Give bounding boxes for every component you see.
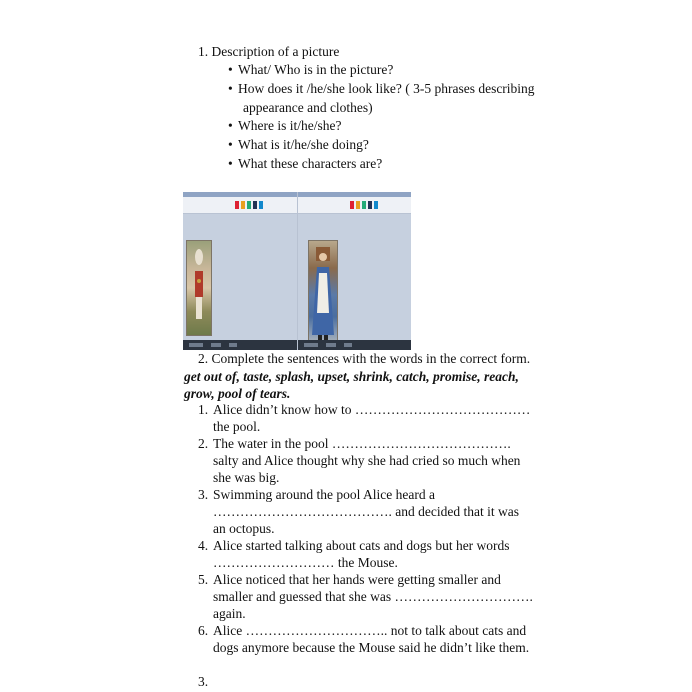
item-number: 5. — [198, 572, 209, 587]
item-number: 3. — [198, 487, 209, 502]
sentence-line: the pool. — [213, 419, 261, 434]
section-3-heading: 3. — [198, 674, 209, 689]
paint-window-right — [297, 192, 411, 350]
alice-illustration — [308, 240, 338, 350]
paint-window-left — [183, 192, 297, 350]
word-bank-line-1: get out of, taste, splash, upset, shrink, catch, promise, reach, — [184, 369, 519, 384]
sentence-line: Alice ………………………….. not to talk about cats and — [213, 623, 527, 638]
paint-screenshot-image — [183, 192, 411, 350]
question-bullet-continuation: appearance and clothes) — [243, 100, 373, 115]
sentence-line: ……………………… the Mouse. — [213, 555, 398, 570]
word-bank-line-2: grow, pool of tears. — [184, 386, 291, 401]
question-bullet: • Where is it/he/she? — [238, 118, 341, 134]
question-bullet: • What/ Who is in the picture? — [238, 62, 393, 78]
sentence-line: Alice noticed that her hands were getting smaller and — [213, 572, 501, 587]
sentence-line: an octopus. — [213, 521, 275, 536]
sentence-line: Swimming around the pool Alice heard a — [213, 487, 435, 502]
white-rabbit-illustration — [186, 240, 212, 336]
sentence-line: The water in the pool …………………………………. — [213, 436, 511, 451]
question-bullet: • How does it /he/she look like? ( 3-5 phrases describing — [238, 81, 535, 97]
sentence-line: Alice didn’t know how to ………………………………… — [213, 402, 531, 417]
sentence-line: smaller and guessed that she was …………………………. — [213, 589, 533, 604]
section-1-heading: 1. Description of a picture — [198, 44, 340, 59]
item-number: 1. — [198, 402, 209, 417]
question-bullet: • What these characters are? — [238, 156, 382, 172]
sentence-line: she was big. — [213, 470, 280, 485]
item-number: 6. — [198, 623, 209, 638]
item-number: 4. — [198, 538, 209, 553]
section-2-heading: 2. Complete the sentences with the words in the correct form. — [198, 351, 531, 366]
sentence-line: …………………………………. and decided that it was — [213, 504, 519, 519]
sentence-line: dogs anymore because the Mouse said he didn’t like them. — [213, 640, 530, 655]
sentence-line: Alice started talking about cats and dogs but her words — [213, 538, 510, 553]
item-number: 2. — [198, 436, 209, 451]
question-bullet: • What is it/he/she doing? — [238, 137, 369, 153]
sentence-line: again. — [213, 606, 246, 621]
sentence-line: salty and Alice thought why she had cried so much when — [213, 453, 521, 468]
